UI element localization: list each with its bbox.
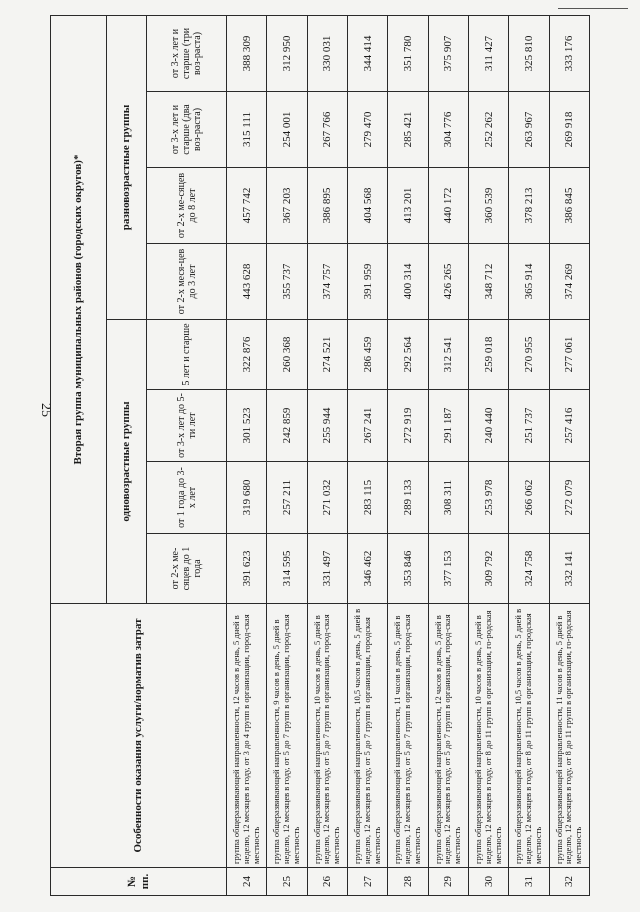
cost-value: 242 859	[267, 390, 307, 462]
cost-norms-table	[50, 15, 590, 896]
cost-value: 240 440	[468, 390, 508, 462]
cost-value: 263 967	[509, 92, 549, 168]
page-number: 25	[38, 403, 53, 417]
sub-header-3: от 3-х лет до 5-ти лет	[147, 390, 227, 462]
table-row	[549, 15, 589, 895]
cost-norms-table-container	[50, 16, 590, 896]
row-number: 26	[307, 868, 347, 896]
cost-value: 277 061	[549, 320, 589, 390]
sub-header-6: от 2-х ме-сяцев до 8 лет	[147, 168, 227, 244]
row-description: группа общеразвивающей направленности, 12 часов в день, 5 дней в неделю, 12 месяцев в году, от 5 до 7 групп в организации, город-ская местность	[428, 604, 468, 868]
mixed-age-header: разновозрастные группы	[107, 15, 147, 319]
cost-value: 374 269	[549, 244, 589, 320]
row-number: 27	[347, 868, 387, 896]
cost-value: 325 810	[509, 15, 549, 91]
cost-value: 322 876	[227, 320, 267, 390]
row-description: группа общеразвивающей направленности, 9 часов в день, 5 дней в неделю, 12 месяцев в году, от 5 до 7 групп в организации, город-ская местность	[267, 604, 307, 868]
row-description: группа общеразвивающей направленности, 10,5 часов в день, 5 дней в неделю, 12 месяцев в году, от 5 до 7 групп в организации, городская местность	[347, 604, 387, 868]
sub-header-7: от 3-х лет и старше (два воз-раста)	[147, 92, 227, 168]
cost-value: 270 955	[509, 320, 549, 390]
cost-value: 283 115	[347, 462, 387, 534]
cost-value: 319 680	[227, 462, 267, 534]
row-description: группа общеразвивающей направленности, 10 часов в день, 5 дней в неделю, 12 месяцев в году, от 8 до 11 групп в организации, го-родская местность	[468, 604, 508, 868]
table-row	[347, 15, 387, 895]
cost-value: 254 001	[267, 92, 307, 168]
row-number: 32	[549, 868, 589, 896]
cost-value: 253 978	[468, 462, 508, 534]
cost-value: 353 846	[388, 534, 428, 604]
cost-value: 386 895	[307, 168, 347, 244]
cost-value: 309 792	[468, 534, 508, 604]
row-description: группа общеразвивающей направленности, 11 часов в день, 5 дней в неделю, 12 месяцев в году, от 8 до 11 групп в организации, го-родская местность	[549, 604, 589, 868]
row-description: группа общеразвивающей направленности, 10,5 часов в день, 5 дней в неделю, 12 месяцев в году, от 8 до 11 групп в организации, городская местность	[509, 604, 549, 868]
cost-value: 443 628	[227, 244, 267, 320]
cost-value: 324 758	[509, 534, 549, 604]
cost-value: 348 712	[468, 244, 508, 320]
sub-header-2: от 1 года до 3-х лет	[147, 462, 227, 534]
sub-header-8: от 3-х лет и старше (три воз-раста)	[147, 15, 227, 91]
cost-value: 388 309	[227, 15, 267, 91]
cost-value: 331 497	[307, 534, 347, 604]
cost-value: 289 133	[388, 462, 428, 534]
cost-value: 308 311	[428, 462, 468, 534]
single-age-header: одновозрастные группы	[107, 320, 147, 604]
cost-value: 314 595	[267, 534, 307, 604]
cost-value: 267 766	[307, 92, 347, 168]
cost-value: 367 203	[267, 168, 307, 244]
cost-value: 391 623	[227, 534, 267, 604]
col-num-header: № пп.	[51, 868, 227, 896]
cost-value: 404 568	[347, 168, 387, 244]
cost-value: 378 213	[509, 168, 549, 244]
cost-value: 346 462	[347, 534, 387, 604]
cost-value: 257 416	[549, 390, 589, 462]
cost-value: 330 031	[307, 15, 347, 91]
cost-value: 375 907	[428, 15, 468, 91]
cost-value: 304 776	[428, 92, 468, 168]
row-number: 30	[468, 868, 508, 896]
cost-value: 257 211	[267, 462, 307, 534]
cost-value: 426 265	[428, 244, 468, 320]
cost-value: 269 918	[549, 92, 589, 168]
cost-value: 355 737	[267, 244, 307, 320]
row-number: 29	[428, 868, 468, 896]
cost-value: 259 018	[468, 320, 508, 390]
table-row	[509, 15, 549, 895]
cost-value: 386 845	[549, 168, 589, 244]
table-row	[307, 15, 347, 895]
cost-value: 291 187	[428, 390, 468, 462]
row-description: группа общеразвивающей направленности, 11 часов в день, 5 дней в неделю, 12 месяцев в году, от 5 до 7 групп в организации, город-ская местность	[388, 604, 428, 868]
cost-value: 267 241	[347, 390, 387, 462]
top-edge-mark	[558, 8, 628, 9]
cost-value: 377 153	[428, 534, 468, 604]
table-row	[227, 15, 267, 895]
cost-value: 274 521	[307, 320, 347, 390]
cost-value: 311 427	[468, 15, 508, 91]
cost-value: 266 062	[509, 462, 549, 534]
cost-value: 457 742	[227, 168, 267, 244]
cost-value: 374 757	[307, 244, 347, 320]
sub-header-4: 5 лет и старше	[147, 320, 227, 390]
table-row	[267, 15, 307, 895]
cost-value: 292 564	[388, 320, 428, 390]
cost-value: 391 959	[347, 244, 387, 320]
cost-value: 333 176	[549, 15, 589, 91]
cost-value: 315 111	[227, 92, 267, 168]
col-desc-header: Особенности оказания услуги/норматив затрат	[51, 604, 227, 868]
sub-header-5: от 2-х меся-цев до 3 лет	[147, 244, 227, 320]
cost-value: 286 459	[347, 320, 387, 390]
cost-value: 252 262	[468, 92, 508, 168]
row-description: группа общеразвивающей направленности, 10 часов в день, 5 дней в неделю, 12 месяцев в году, от 5 до 7 групп в организации, город-ская местность	[307, 604, 347, 868]
row-number: 31	[509, 868, 549, 896]
cost-value: 301 523	[227, 390, 267, 462]
cost-value: 272 919	[388, 390, 428, 462]
cost-value: 344 414	[347, 15, 387, 91]
cost-value: 413 201	[388, 168, 428, 244]
cost-value: 400 314	[388, 244, 428, 320]
cost-value: 255 944	[307, 390, 347, 462]
row-number: 24	[227, 868, 267, 896]
cost-value: 251 737	[509, 390, 549, 462]
cost-value: 260 368	[267, 320, 307, 390]
table-row	[428, 15, 468, 895]
table-row	[388, 15, 428, 895]
row-number: 25	[267, 868, 307, 896]
cost-value: 360 539	[468, 168, 508, 244]
sub-header-1: от 2-х ме-сяцев до 1 года	[147, 534, 227, 604]
row-number: 28	[388, 868, 428, 896]
cost-value: 332 141	[549, 534, 589, 604]
cost-value: 285 421	[388, 92, 428, 168]
row-description: группа общеразвивающей направленности, 12 часов в день, 5 дней в неделю, 12 месяцев в году, от 3 до 4 групп в организации, город-ская местность	[227, 604, 267, 868]
group-header: Вторая группа муниципальных районов (городских округов)*	[51, 15, 107, 603]
table-row	[468, 15, 508, 895]
cost-value: 312 950	[267, 15, 307, 91]
cost-value: 351 780	[388, 15, 428, 91]
cost-value: 440 172	[428, 168, 468, 244]
cost-value: 271 032	[307, 462, 347, 534]
cost-value: 312 541	[428, 320, 468, 390]
cost-value: 365 914	[509, 244, 549, 320]
cost-value: 272 079	[549, 462, 589, 534]
cost-value: 279 470	[347, 92, 387, 168]
